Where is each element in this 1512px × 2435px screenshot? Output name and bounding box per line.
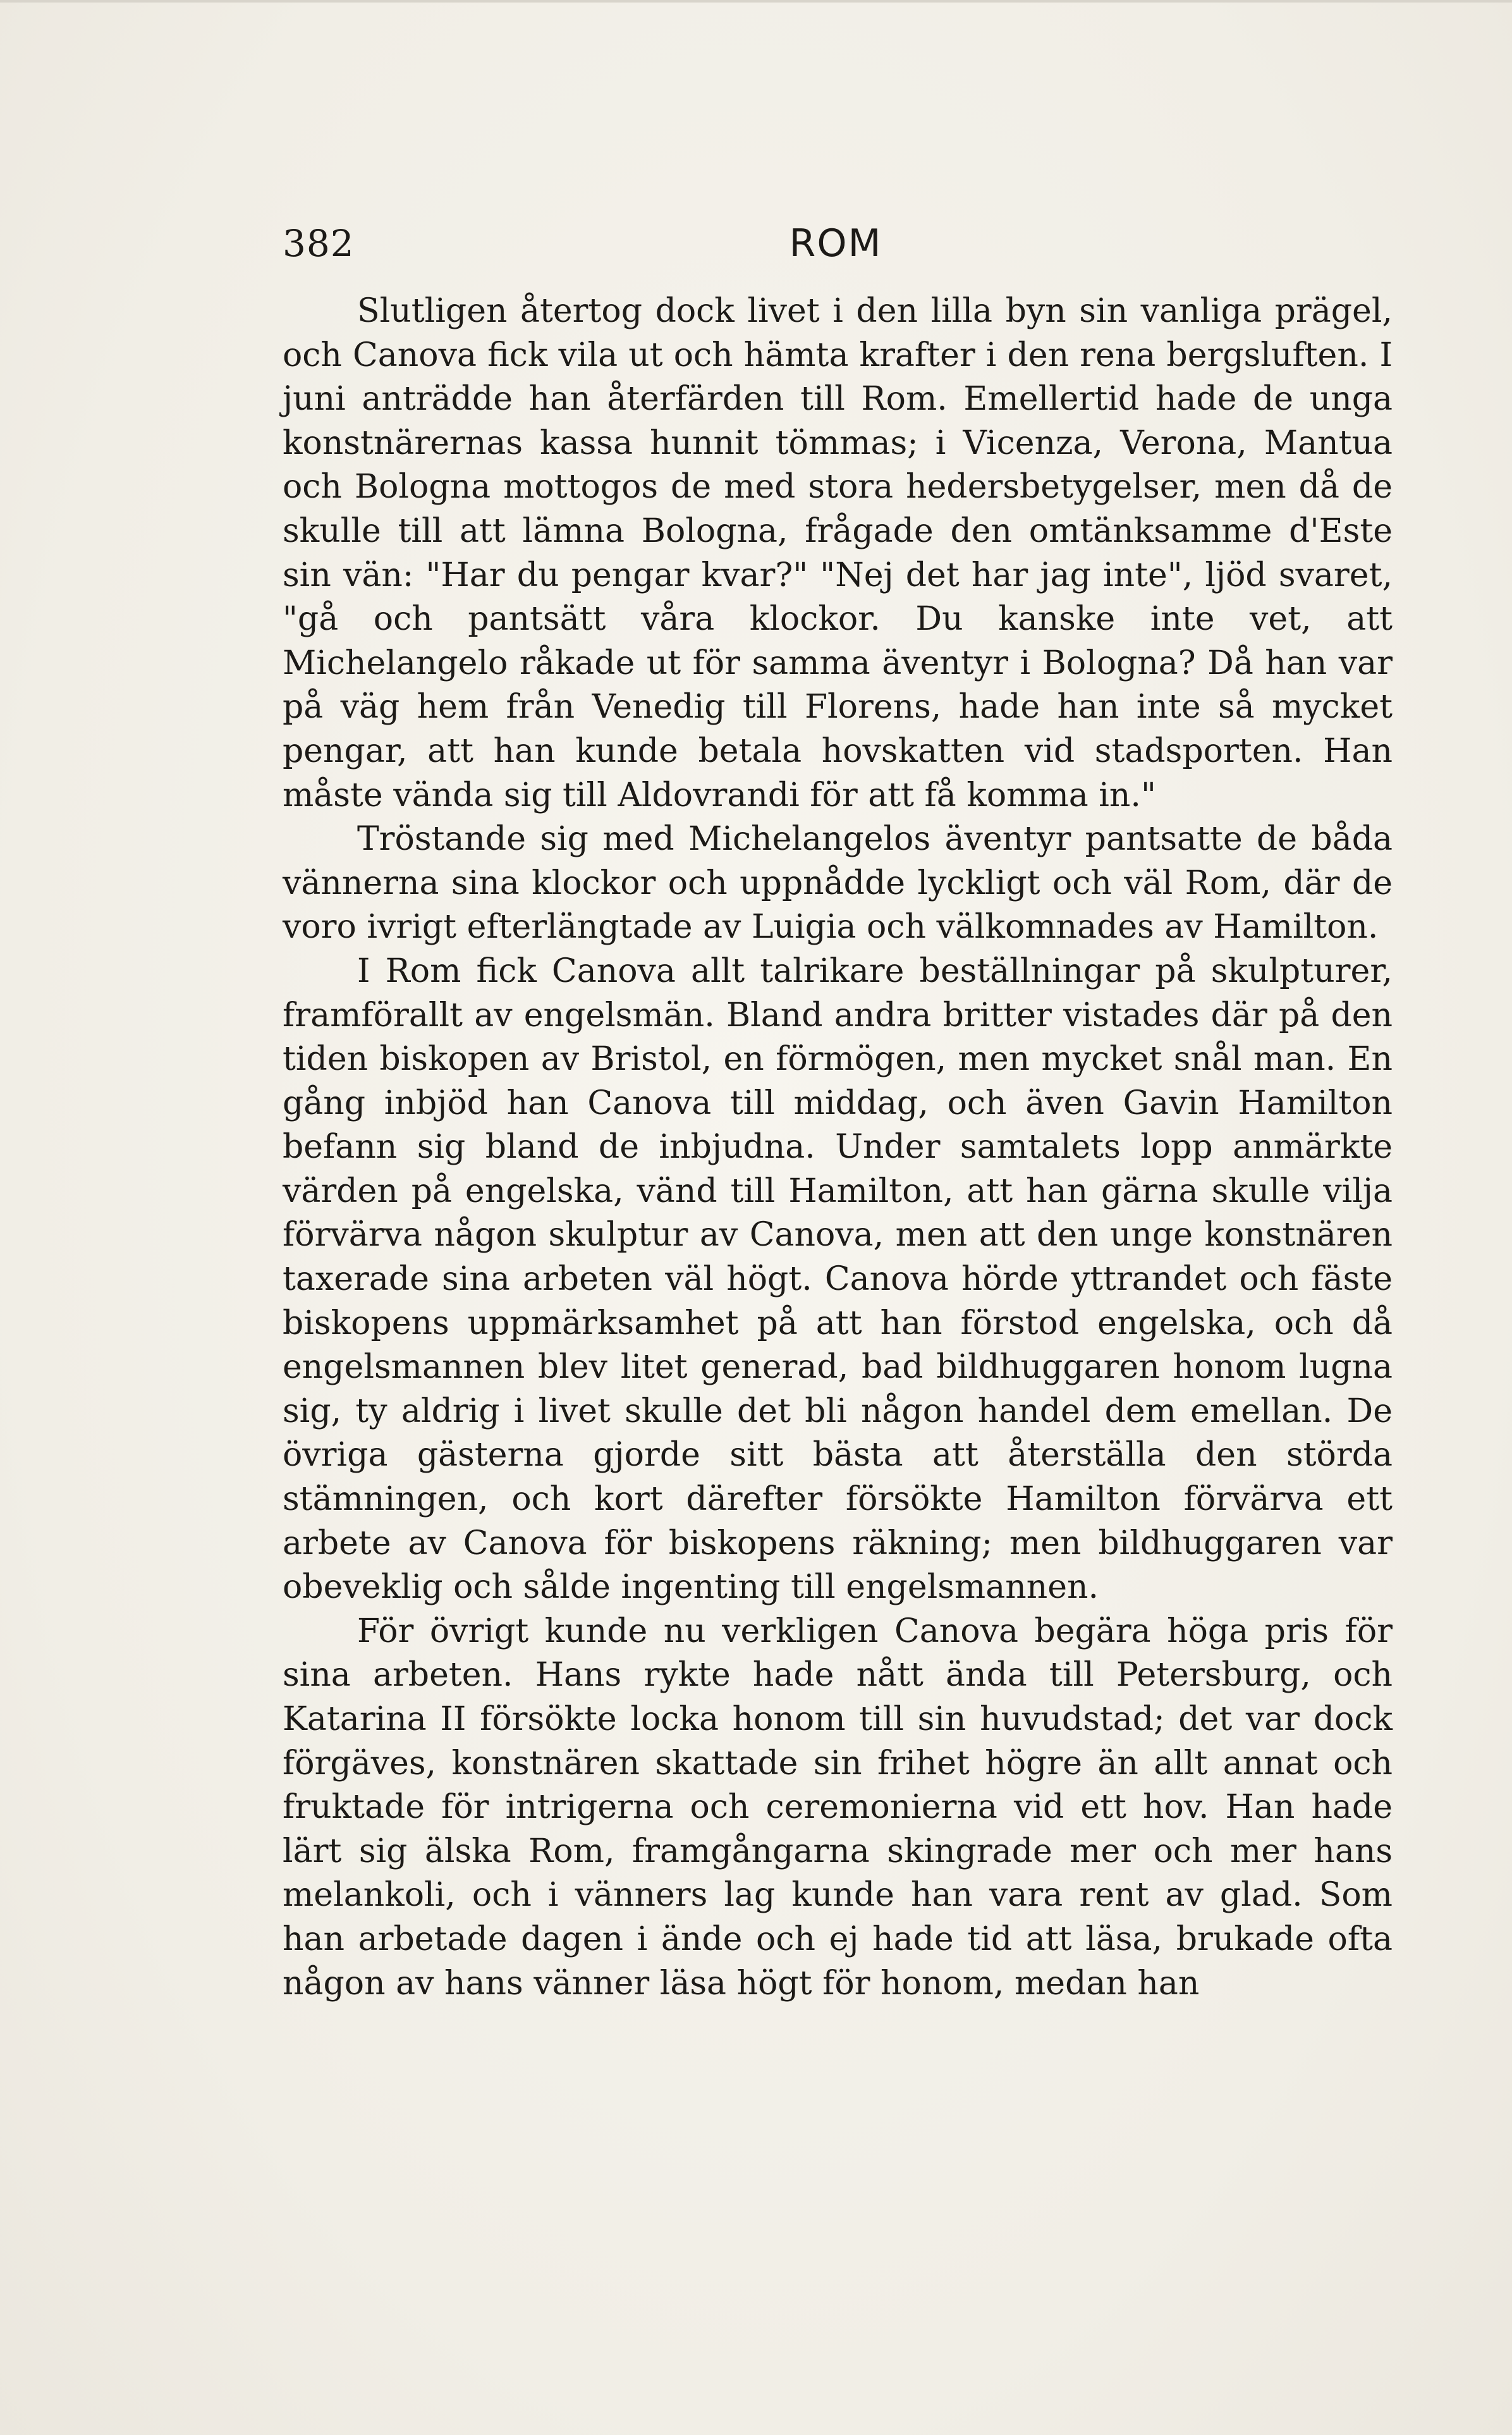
page-top-edge bbox=[0, 0, 1512, 3]
running-head bbox=[283, 218, 1389, 269]
running-title: ROM bbox=[789, 221, 882, 266]
paragraph-2: Tröstande sig med Michelangelos äventyr pantsatte de båda vännerna sina klockor och uppnådde lyckligt och väl Rom, där de voro ivrigt efterlängtade av Luigia och välkomnades av Hamilton. bbox=[283, 820, 1393, 947]
body-text bbox=[283, 290, 1393, 2006]
paragraph-3: I Rom fick Canova allt talrikare beställningar på skulpturer, framförallt av engelsmän. Bland andra britter vistades där på den tiden biskopen av Bristol, en förmögen, men mycket snål man. En gång inbjöd han Canova till middag, och även Gavin Hamilton befann sig bland de inbjudna. Under samtalets lopp anmärkte värden på engelska, vänd till Hamilton, att han gärna skulle vilja förvärva någon skulptur av Canova, men att den unge konstnären taxerade sina arbeten väl högt. Canova hörde yttrandet och fäste biskopens uppmärksamhet på att han förstod engelska, och då engelsmannen blev litet generad, bad bildhuggaren honom lugna sig, ty aldrig i livet skulle det bli någon handel dem emellan. De övriga gästerna gjorde sitt bästa att återställa den störda stämningen, och kort därefter försökte Hamilton förvärva ett arbete av Canova för biskopens räkning; men bildhuggaren var obeveklig och sålde ingenting till engelsmannen. bbox=[283, 952, 1393, 1607]
page-number: 382 bbox=[283, 222, 355, 265]
paragraph-4: För övrigt kunde nu verkligen Canova begära höga pris för sina arbeten. Hans rykte hade nått ända till Petersburg, och Katarina II försökte locka honom till sin huvudstad; det var dock förgäves, konstnären skattade sin frihet högre än allt annat och fruktade för intrigerna och ceremonierna vid ett hov. Han hade lärt sig älska Rom, framgångarna skingrade mer och mer hans melankoli, och i vänners lag kunde han vara rent av glad. Som han arbetade dagen i ände och ej hade tid att läsa, brukade ofta någon av hans vänner läsa högt för honom, medan han bbox=[283, 1612, 1393, 2003]
paragraph-1: Slutligen återtog dock livet i den lilla byn sin vanliga prägel, och Canova fick vila ut och hämta krafter i den rena bergsluften. I juni anträdde han återfärden till Rom. Emellertid hade de unga konstnärernas kassa hunnit tömmas; i Vicenza, Verona, Mantua och Bologna mottogos de med stora hedersbetygelser, men då de skulle till att lämna Bologna, frågade den omtänksamme d'Este sin vän: "Har du pengar kvar?" "Nej det har jag inte", ljöd svaret, "gå och pantsätt våra klockor. Du kanske inte vet, att Michelangelo råkade ut för samma äventyr i Bologna? Då han var på väg hem från Venedig till Florens, hade han inte så mycket pengar, att han kunde betala hovskatten vid stadsporten. Han måste vända sig till Aldovrandi för att få komma in." bbox=[283, 292, 1393, 814]
